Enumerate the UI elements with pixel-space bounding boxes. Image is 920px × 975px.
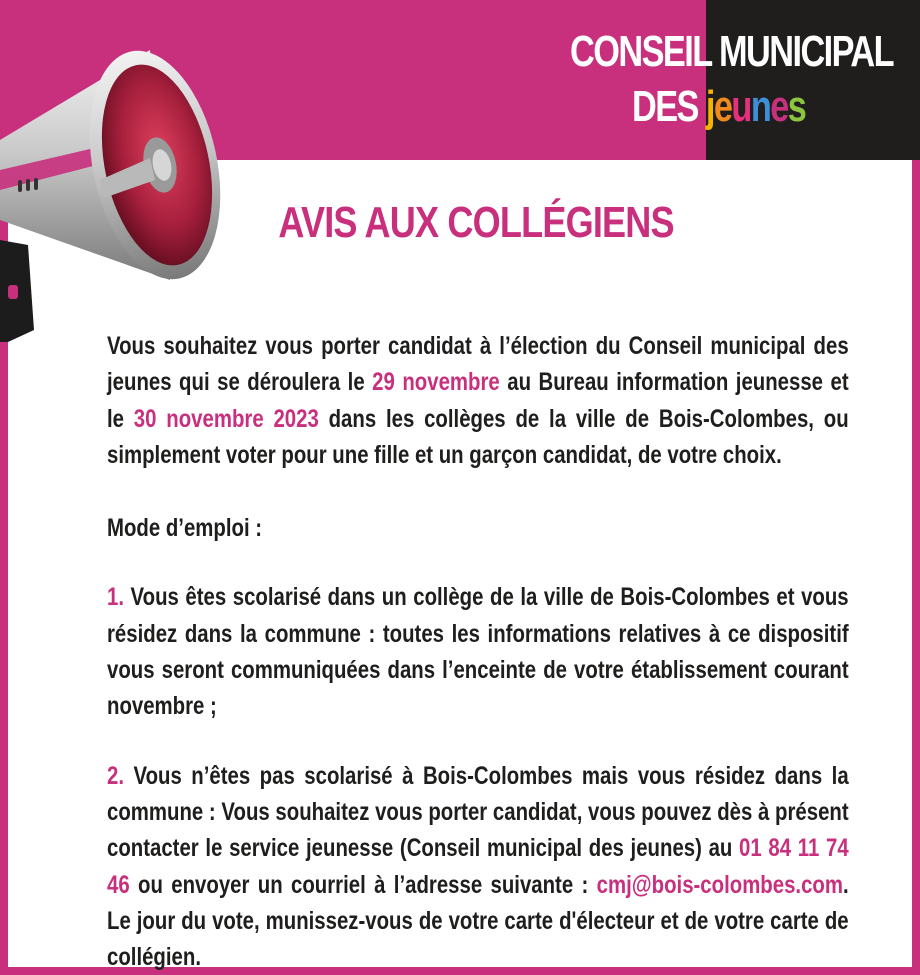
logo-jeunes-letter-1: e <box>713 82 732 131</box>
logo-word-municipal: MUNICIPAL <box>718 27 894 76</box>
logo-line-2 <box>632 82 806 131</box>
date-highlight-2: 30 novembre 2023 <box>133 404 319 433</box>
item-1-paragraph: 1. Vous êtes scolarisé dans un collège de la ville de Bois-Colombes et vous résidez dans la commune : toutes les informations relatives à ce dispositif vous seront communiquées dans l’enceinte de votre établissement courant novembre ; <box>107 583 849 721</box>
logo-word-des: DES <box>632 82 698 131</box>
item-2-paragraph: 2. Vous n’êtes pas scolarisé à Bois-Colombes mais vous résidez dans la commune : Vous souhaitez vous porter candidat, vous pouvez dès à présent contacter le service jeunesse (Conseil municipal des jeunes) au 01 84 11 74 46 ou envoyer un courriel à l’adresse suivante : cmj@bois-colombes.com. Le jour du vote, munissez-vous de votre carte d'électeur et de votre carte de collégien. <box>107 761 849 972</box>
item-1-number: 1. <box>107 583 125 612</box>
logo-word-conseil: CONSEIL <box>570 27 712 76</box>
logo-jeunes-letter-5: s <box>787 82 806 131</box>
logo-word-jeunes <box>706 82 805 131</box>
page-title: AVIS AUX COLLÉGIENS <box>278 198 674 247</box>
logo-jeunes-letter-0: j <box>705 82 714 131</box>
logo-line-1 <box>570 27 894 76</box>
date-highlight-1: 29 novembre <box>372 368 500 397</box>
logo-background <box>706 0 920 160</box>
body-text <box>107 328 849 975</box>
mode-heading: Mode d’emploi : <box>107 514 263 543</box>
logo-jeunes-letter-4: e <box>770 82 788 131</box>
logo-jeunes-letter-3: n <box>750 82 771 131</box>
item-2-number: 2. <box>107 761 125 790</box>
email-address: cmj@bois-colombes.com <box>596 870 843 899</box>
megaphone-icon <box>0 30 230 360</box>
phone-number: 01 84 11 74 46 <box>107 834 849 899</box>
logo-jeunes-letter-2: u <box>731 82 751 131</box>
intro-paragraph: Vous souhaitez vous porter candidat à l’élection du Conseil municipal des jeunes qui se déroulera le 29 novembre au Bureau information jeunesse et le 30 novembre 2023 dans les collèges de la ville de Bois-Colombes, ou simplement voter pour une fille et un garçon candidat, de votre choix. <box>107 332 849 469</box>
